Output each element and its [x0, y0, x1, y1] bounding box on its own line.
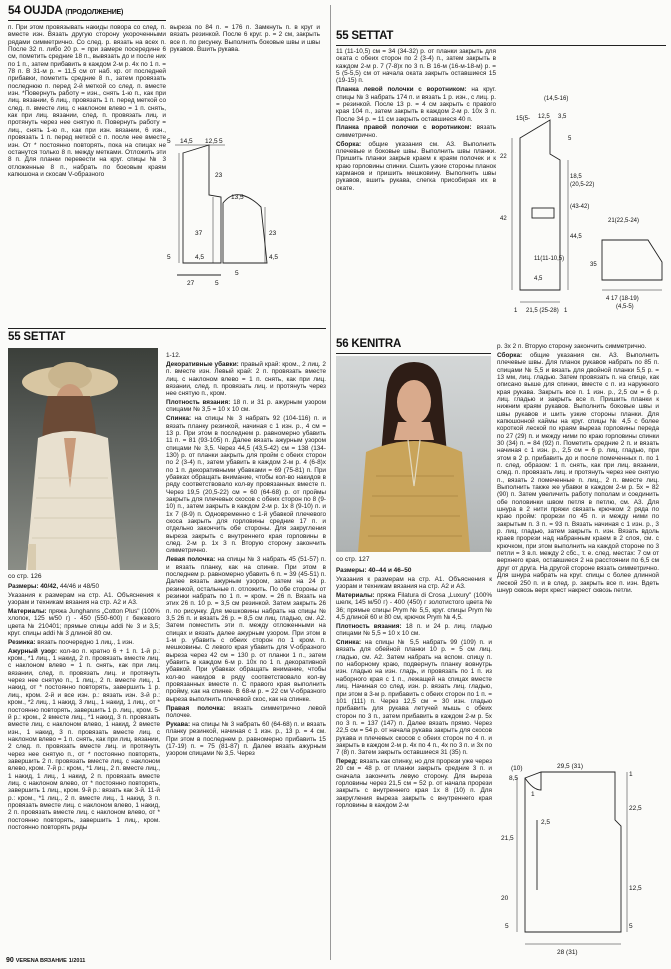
kenitra-pattern-diagram	[497, 760, 659, 960]
settat-pattern-diagram	[498, 90, 670, 340]
dim-text: 1	[531, 791, 535, 798]
dim-text: 15(5-	[516, 116, 531, 122]
dim-text: 4 17 (18-19)	[606, 296, 639, 302]
dim-text: 18,5	[570, 174, 582, 180]
dim-text: 44,5	[570, 234, 582, 240]
dim-text: 11(11-10,5)	[534, 256, 565, 262]
dim-text: 5	[235, 270, 239, 277]
dim-text: 4,5	[269, 254, 279, 261]
magazine-name: VERENA ВЯЗАНИЕ	[15, 958, 67, 964]
dim-text: 12,5	[205, 138, 218, 145]
dim-text: 23	[269, 230, 277, 237]
dim-text: 1	[514, 308, 518, 314]
settat-top-title: 55 SETTAT	[336, 30, 394, 42]
dim-text: 5	[167, 138, 171, 145]
kenitra-photo-ref: со стр. 127	[336, 556, 370, 563]
kenitra-col2: р. 3х 2 п. Вторую сторону закончить симметрично. Сборка: общие указания см. А3. Выполнить плечевые швы. Для планок рукавов набрать по 85 п. спицами № 5,5 и вязать для двойной планки 5,5 р. = 13 мм, лиц. гладью. Затем провязать п. на спице, как описано выше для спинки, вместе с п. из наружного края рукава. Закрыть все п. 1 изн. р., 2,5 см = 6 р. лиц. гладью и закрыть все п. Пришить планки к нижним краям рукавов. Выполнить боковые швы и швы рукавов и шить узкие стороны планки. Для капюшонной каймы на круг. спицы № 4,5 с более короткой леской по краям выреза горловины переда по 27 (29) п. и между ними по краю горловины спинки 30 (34) п. = 84 (92) п. Пометить средние 2 п. и вязать начиная с 1 изн. р., 2,5 см = 6 р. лиц. гладью, при этом в 2 р. прибавить до и после помеченных п. по 1 п. след. образом: 1 п. снять, как при лиц. вязании, след. п. провязать лиц. и протянуть через нее снятую п., вязать 2 помеченные п. лиц., 2 п. вместе лиц. Выполнить также же убавки в каждом 2-м р. 5х = 82 (90) п. Затем увеличить работу пополам и соединить обе половинки швом петля в петлю, см. А3. Для шнура в 2 нити пряжи связать крючком 2 ряда по краю пройм: прорези по 45 п. и между ними по закрытым п. 3 п. = 93 п. Вязать начиная с 1 изн. р., 3 р. лиц. гладью, затем закрыть п. изн. Вязать вдоль краев прорези над набранным краем в 2 слоя, см. с крючком, при этом выполнить на каждой стороне по 3 петли = 3 в.п. между 2 сбс., т. е. след. местах: 7 см от верхнего края, оставшиеся 2 на расстоянии по 6,5 см друг от друга. На другой стороне вязать симметрично. Для шнура набрать на круг. спицы с более длинной леской 250 п. и в след. р. закрыть все п. изн. Вдеть шнур сквозь верх крест накрест сквозь петли.	[497, 343, 659, 594]
dim-text: 12,5	[629, 885, 642, 892]
dim-text: (43-42)	[570, 204, 590, 210]
model-photo-kenitra	[336, 356, 491, 552]
settat-left-title: 55 SETTAT	[8, 331, 66, 343]
kenitra-title: 56 KENITRA	[336, 338, 402, 350]
settat-left-col2: 1-12. Декоративные убавки: правый край: кром., 2 лиц. 2 п. вместе изн. Левый край: 2 п. провязать вместе лиц. с наклоном влево = 1 п. снять, как при лиц. вязании, след. п. провязать лиц. и протянуть через нее снятую п., кром. Плотность вязания: 18 п. и 31 р. ажурным узором спицами № 3,5 = 10 х 10 см. Спинка: на спицы № 3 набрать 92 (104-116) п. и вязать планку резинкой, начиная с 1 изн. р., 4 см = 13 р. При этом в последнем р. равномерно убавить 11 п. = 81 (93-105) п. Далее вязать ажурным узором спицами № 3,5. Через 44,5 (43,5-42) см = 138 (134-130) р. от планки закрыть для пройм с обеих сторон по 2 (3-4) п., затем убавить в каждом 2-м р. 4 (6-8)х по 1 п. декоративными убавками = 69 (75-81) п. При убавках обращать внимание, чтобы кол-во накидов в ряду соответствовало кол-ву провязанных вместе п. Через 19,5 (20,5-22) см = 60 (64-68) р. от проймы закрыть для плечевых скосов с обеих сторон по 8 (9-10) п., затем закрыть в каждом 2-м р. 1х 8 (9-10) п. и 1х 7 (8-9) п. Одновременно с 1-й убавкой плечевого скоса закрыть для горловины средние 17 п. и отдельно закончить обе стороны. Для закругления выреза закрыть с внутреннего края горловины в след. 2-м р. 1х 3 п. Вторую сторону закончить симметрично. Левая полочка: на спицы № 3 набрать 45 (51-57) п. и вязать планку, как на спинке. При этом в последнем р. равномерно убавить 6 п. = 39 (45-51) п. Далее вязать ажурным узором, затем на 24 р. резинкой, остальные п. отложить. По обе стороны от резинки набрать по 1 п. = кром. = 26 п. Вязать на этих 26 п. 10 р. = 3,5 см резинкой. Затем закрыть 26 п. по рисунку. Для мешковины набрать на спицы № 3,5 26 п. и вязать 26 р. = 8,5 см лиц. гладью, см. А2. Затем поместить эти п. между отложенными на спицах и вязать далее ажурным узором. При этом в 1-м р. убавить с обеих сторон по 1 кром. п. мешковины. С левого края убавить для V-образного выреза через 42 см = 130 р. от планки 1 п., затем убавить в каждом 6-м р. 10х по 1 п. декоративной убавкой. При убавках обращать внимание, чтобы кол-во накидов в ряду соответствовало кол-ву провязанных вместе п. С правого края выполнить пройму, как на спинке. В 68-м р. = 22 см V-образного выреза выполнить плечевой скос, как на спинке. Правая полочка: вязать симметрично левой полочке. Рукава: на спицы № 3 набрать 60 (64-68) п. и вязать планку резинкой, начиная с 1 изн. р., 13 р. = 4 см. При этом в последнем р. равномерно прибавить 15 (17-19) п. = 75 (81-87) п. Далее вязать ажурным узором спицами № 3,5. Через	[166, 352, 326, 758]
dim-text: 4,5	[195, 254, 205, 261]
dim-text: 5	[167, 254, 171, 261]
settat-left-col1: Размеры: 40/42, 44/46 и 48/50 Указания к размерам на стр. А1. Объяснения к узорам и техникам вязания на стр. А2 и А3. Материалы: пряжа Junghanns „Cotton Plus" (100% хлопок, 125 м/50 г) - 450 (550-600) г бежевого цвета № 210401; прямые спицы addi № 3 и 3,5; круг. спицы addi № 3 длиной 80 см. Резинка: вязать поочередно 1 лиц., 1 изн. Ажурный узор: кол-во п. кратно 6 + 1 п. 1-й р.: кром., *1 лиц., 1 накид, 2 п. провязать вместе лиц. с наклоном влево = 1 п. снять, как при лиц. вязании, след. п. провязать лиц. и протянуть через нее снятую п., 1 лиц., 2 п. вместе лиц., 1 накид, от * постоянно повторять, завершить 1 р. лиц., кром. 2-й и все изн. р.: вязать изн. 3-й р.: кром., *2 лиц., 1 накид, 3 лиц., 1 накид, 1 лиц., от * постоянно повторять, завершить 1 р. лиц., кром. 5-й р.: кром., 2 вместе лиц., *1 накид, 3 п. провязать вместе лиц. с наклоном влево, 1 накид, 2 вместе изн., 1 накид, 3 п. провязать вместе лиц. с наклоном влево = 1 п. снять, как при лиц. вязании, 2 след. п. провязать вместе лиц. и протянуть через нее снятую п., от * постоянно повторять, завершить 2 п. провязать вместе лиц. с наклоном влево, кром. 7-й р.: кром., *1 лиц., 2 п. вместе лиц., 1 накид, 1 лиц., 1 накид, 2 п. провязать вместе лиц. с наклоном влево, от * постоянно повторять, завершить 1 лиц., кром. 9-й р.: вязать как 3-й. 11-й р.: кром., *1 лиц., 2 п. вместе лиц., 1 накид, 3 п. провязать вместе лиц. с наклоном влево, 1 накид, 2 п. провязать вместе лиц. с наклоном влево, от * постоянно повторять, завершить 1 лиц., кром. постоянно повторять ряды	[8, 583, 160, 831]
oujda-text-col1: п. При этом провязывать накиды повора со след. п. вместе изн. Вязать другую сторону укороченными рядами симметрично. Со след. р. вязать на всех п. После 32 п. либо 20 р. = при замере посередине 6 см, пометить средние 18 п., вывязать до и после них по 1 п., затем прибавить в каждом 2-м р. 4х по 1 п. = 78 п. В 31-м р. = 11,5 см от наб. кр. от последней прибавки, пометить средние 8 п., затем провязать последнюю п. перед 2-й меткой со след. п. вместе изн. *Повернуть работу = изн., снять 1-ю п., как при лиц. вязании, 6 лиц., провязать 1 п. перед меткой со след. п. вместе лиц. с наклоном влево = 1 п. снять, как при лиц. вязании, след. п. провязать лиц. и протянуть через нее снятую п. Повернуть работу = лиц., снять 1-ю п., как при изн. вязании, 6 изн., провязать 1 п. перед меткой с п. после нее вместе изн. От * постоянно повторять, пока на спицах не останутся только 8 п. между метками. Отложить эти 8 п. Для планки перевести на круг. спицы № 3 отложенные 8 п., набрать по боковым краям капюшона и скосам V-образного	[8, 24, 166, 178]
dim-text: 21,5 (25-28)	[526, 308, 559, 314]
dim-text: (20,5-22)	[570, 182, 595, 188]
dim-text: 28 (31)	[557, 949, 578, 956]
dim-text: 1	[564, 308, 568, 314]
dim-text: 22,5	[629, 805, 642, 812]
dim-text: 37	[195, 230, 203, 237]
dim-text: 21,5	[501, 835, 514, 842]
oujda-text-col2: выреза по 84 п. = 176 п. Замкнуть п. в круг и вязать резинкой. После 6 круг. р. = 2 см, закрыть все п. по рисунку. Выполнить боковые швы и швы рукавов. Вшить рукава.	[170, 24, 320, 54]
settat-top-text: 11 (11-10,5) см = 34 (34-32) р. от планки закрыть для оката с обеих сторон по 2 (3-4) п., затем закрыть в каждом 2-м р. 7 (7-8)х по 3 п. В 16-м (16-м-18-м) р. = 5 (5-5,5) см от начала оката закрыть оставшиеся 15 (19-15) п. Планка левой полочки с воротником: на круг. спицы № 3 набрать 174 п. и вязать 1 р. изн., с лиц. р. = резинкой. После 13 р. = 4 см закрыть с правого края 104 п., затем закрыть в каждом 2-м р. 10х 3 п. После 34 р. = 11 см закрыть оставшиеся 40 п. Планка правой полочки с воротником: вязать симметрично. Сборка: общие указания см. А3. Выполнить плечевые и боковые швы. Выполнить швы планки. Пришить планки закрыв краем к краям полочек и к краю горловины спинки. Сшить узкие стороны планок карманов и пришить мешковину. Выполнить швы рукавов, вшить рукава, слегка присобирая их в окате.	[336, 48, 496, 192]
dim-text: 5	[629, 923, 633, 930]
dim-text: 20	[501, 895, 509, 902]
dim-text: 1	[629, 771, 633, 778]
dim-text: 22	[500, 154, 507, 160]
page-footer	[6, 957, 85, 964]
dim-text: (14,5-16)	[544, 96, 569, 102]
dim-text: 14,5	[180, 138, 193, 145]
dim-text: 5	[505, 923, 509, 930]
dim-text: 8,5	[509, 775, 519, 782]
dim-text: 5	[215, 280, 219, 287]
dim-text: 42	[500, 216, 507, 222]
page-number: 90	[6, 957, 14, 964]
dim-text: 21(22,5-24)	[608, 218, 640, 224]
model-photo-settat	[8, 348, 158, 570]
dim-text: 29,5 (31)	[557, 763, 584, 770]
dim-text: 27	[187, 280, 195, 287]
dim-text: 12,5	[538, 114, 550, 120]
oujda-title: 54 OUJDA (ПРОДОЛЖЕНИЕ)	[8, 5, 124, 17]
dim-text: 35	[590, 262, 597, 268]
dim-text: (10)	[511, 765, 523, 772]
oujda-pattern-diagram	[165, 135, 325, 305]
dim-text: 2,5	[541, 819, 551, 826]
issue-number: 1/2011	[68, 958, 86, 964]
dim-text: 4,5	[534, 276, 543, 282]
kenitra-col1: Размеры: 40–44 и 46–50 Указания к размерам на стр. А1. Объяснения к узорам и техникам вязания на стр. А2 и А3. Материалы: пряжа Filatura di Crosa „Luxury" (100% шелк, 145 м/50 г) - 400 (450) г золотистого цвета № 36; прямые спицы Prym № 5,5, круг. спицы Prym № 4,5 длиной 60 и 80 см, крючок Prym № 4,5. Плотность вязания: 18 п. и 24 р. лиц. гладью спицами № 5,5 = 10 х 10 см. Спинка: на спицы № 5,5 набрать 99 (109) п. и вязать для обейной планки 10 р. = 5 см лиц. гладью, см. А2. Затем набрать на вспом. спицу п. по наборному краю, подвернуть планку вовнутрь изн. гладью на изн. гладь, и провязать по 1 п. из наборного края с 1 п., лежащей на спицах вместе лиц. Начиная со след. изн. р. вязать лиц. гладью, при этом в 3-м р. прибавить с обеих сторон по 1 п. = 101 (111) п. Через 12,5 см = 30 изн. гладью прибавить для рукава летучей мышь с обеих сторон по 3 п., затем прибавить в каждом 2-м р. 5х по 3 п. = 137 (147) п. Далее вязать прямо. Через 22,5 см = 54 р. от начала рукава закрыть для скосов рукава и плечевых скосов с обеих сторон по 4 п. и закрыть в каждом 2-м р. 4х по 4 п., 4х по 3 п. и 3х по 7 (8) п. Затем закрыть оставшиеся 31 (35) п. Перед: вязать как спинку, но для прорези уже через 20 см = 48 р. от планки закрыть средние 3 п. и сначала закончить левую сторону. Для выреза горловины через 21,5 см = 52 р. от начала прорези закрыть с внутреннего края 1х 8 (10) п. Для закругления выреза закрыть с внутреннего края горловины в каждом 2-м	[336, 567, 492, 810]
settat-photo-ref: со стр. 126	[8, 573, 42, 580]
dim-text: 5	[219, 138, 223, 145]
dim-text: 3,5	[558, 114, 567, 120]
dim-text: 13,5	[231, 194, 244, 201]
dim-text: 23	[215, 172, 223, 179]
dim-text: (4,5-5)	[616, 304, 634, 310]
dim-text: 5	[568, 136, 572, 142]
